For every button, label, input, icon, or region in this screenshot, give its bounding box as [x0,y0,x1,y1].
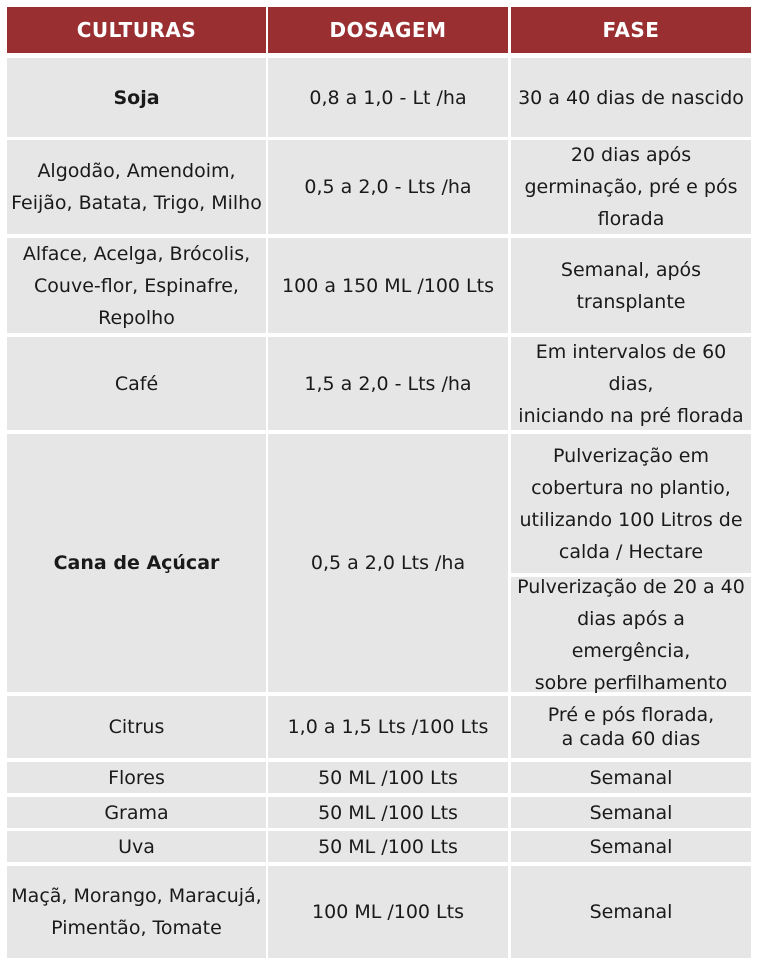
table-cell-dosagem: 50 ML /100 Lts [268,762,508,793]
table-cell-dosagem: 0,5 a 2,0 - Lts /ha [268,140,508,234]
table-cell-fase: 30 a 40 dias de nascido [511,58,751,137]
header-culturas: CULTURAS [7,7,266,53]
header-dosagem: DOSAGEM [268,7,508,53]
table-cell-fase: Semanal, após transplante [511,238,751,333]
table-cell-fase: Semanal [511,831,751,862]
table-cell-fase: Pulverização em cobertura no plantio, utilizando 100 Litros de calda / Hectare [511,434,751,573]
table-cell-fase: Semanal [511,797,751,828]
table-cell-cultura: Café [7,337,266,430]
table-cell-cultura: Algodão, Amendoim, Feijão, Batata, Trigo, Milho [7,140,266,234]
table-cell-fase-secondary: Pulverização de 20 a 40 dias após a emergência, sobre perfilhamento [511,577,751,692]
table-cell-cultura: Alface, Acelga, Brócolis, Couve-flor, Espinafre, Repolho [7,238,266,333]
table-cell-fase: Em intervalos de 60 dias, iniciando na pré florada [511,337,751,430]
table-cell-cultura: Soja [7,58,266,137]
table-cell-cultura: Maçã, Morango, Maracujá, Pimentão, Tomate [7,866,266,958]
table-cell-fase: 20 dias após germinação, pré e pós florada [511,140,751,234]
header-fase: FASE [511,7,751,53]
table-cell-dosagem: 100 a 150 ML /100 Lts [268,238,508,333]
table-cell-fase: Semanal [511,762,751,793]
table-cell-fase: Semanal [511,866,751,958]
table-cell-dosagem: 0,8 a 1,0 - Lt /ha [268,58,508,137]
table-cell-dosagem: 1,5 a 2,0 - Lts /ha [268,337,508,430]
table-cell-cultura: Grama [7,797,266,828]
table-cell-dosagem: 0,5 a 2,0 Lts /ha [268,434,508,692]
table-cell-cultura: Flores [7,762,266,793]
table-cell-dosagem: 100 ML /100 Lts [268,866,508,958]
table-cell-dosagem: 1,0 a 1,5 Lts /100 Lts [268,696,508,758]
table-cell-cultura: Citrus [7,696,266,758]
table-cell-dosagem: 50 ML /100 Lts [268,797,508,828]
table-cell-dosagem: 50 ML /100 Lts [268,831,508,862]
table-cell-cultura: Cana de Açúcar [7,434,266,692]
table-cell-cultura: Uva [7,831,266,862]
table-cell-fase: Pré e pós florada, a cada 60 dias [511,696,751,758]
